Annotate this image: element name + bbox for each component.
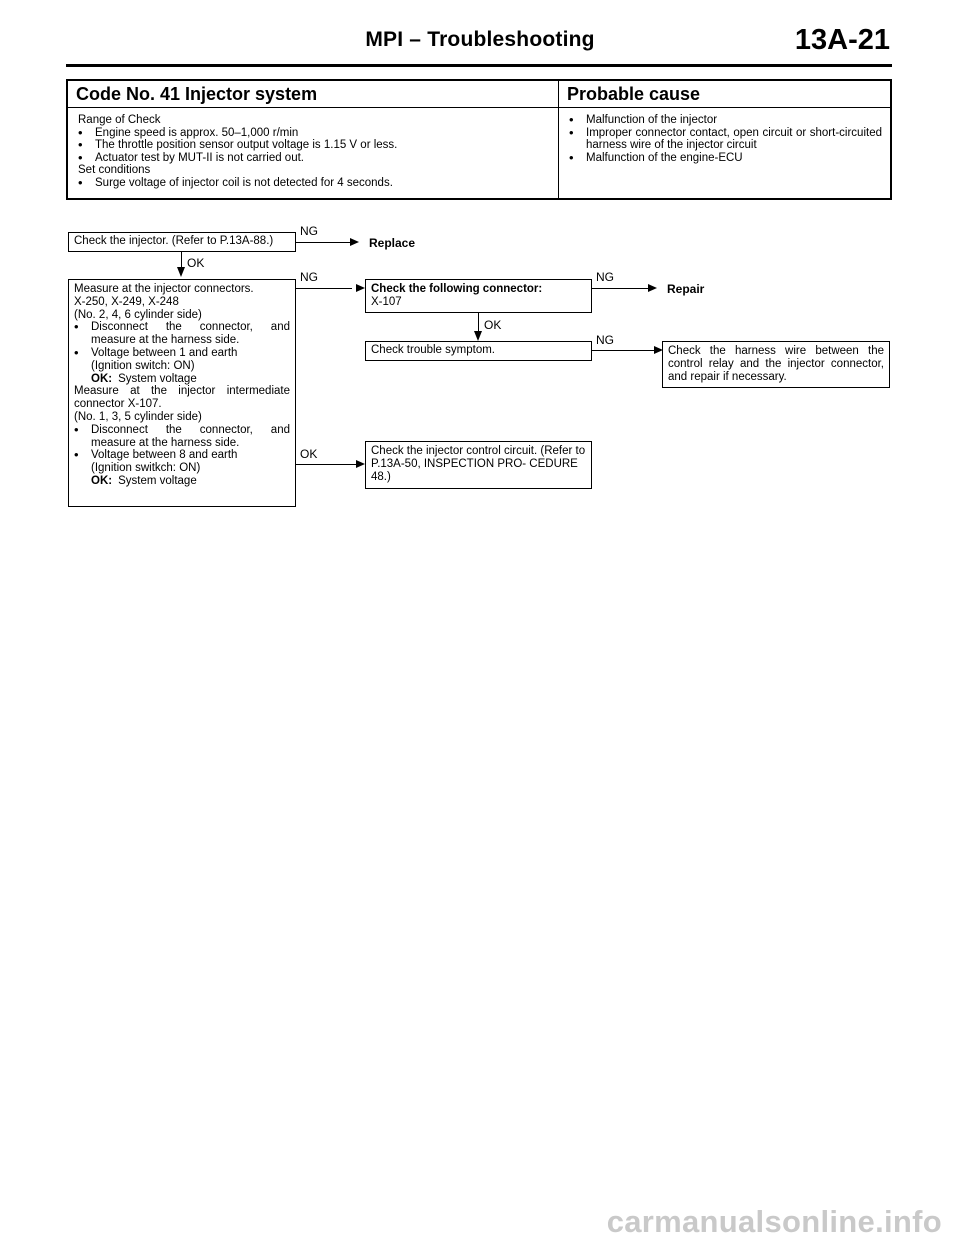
set-item: • Surge voltage of injector coil is not detected for 4 seconds. <box>78 177 550 190</box>
measure-step: • Voltage between 8 and earth <box>74 449 290 462</box>
ok-connector <box>296 464 356 465</box>
arrow-down-icon <box>474 331 482 341</box>
ok-label: OK <box>300 447 318 461</box>
measure-step: • Voltage between 1 and earth <box>74 347 290 360</box>
arrow-right-icon <box>648 284 657 292</box>
measure-step: • Disconnect the connector, and measure at the harness side. <box>74 321 290 347</box>
range-item: • The throttle position sensor output voltage is 1.15 V or less. <box>78 139 550 152</box>
check-connector-box <box>365 279 592 313</box>
ng-connector <box>592 350 654 351</box>
ok-label: OK <box>484 318 502 332</box>
cylinder-side: (No. 1, 3, 5 cylinder side) <box>74 410 202 423</box>
ng-connector <box>296 288 352 289</box>
measure-line: Measure at the injector intermediate connector X-107. <box>74 385 290 411</box>
measure-line: Measure at the injector connectors. <box>74 283 254 295</box>
range-item: • Engine speed is approx. 50–1,000 r/min <box>78 127 550 140</box>
check-symptom-box: Check trouble symptom. <box>365 341 592 361</box>
page-title: MPI – Troubleshooting <box>365 28 595 51</box>
replace-action: Replace <box>369 236 416 250</box>
ng-connector <box>592 288 648 289</box>
measure-step: • Disconnect the connector, and measure at the harness side. <box>74 424 290 450</box>
cause-header: Probable cause <box>559 81 890 108</box>
ok-label: OK <box>187 256 205 270</box>
cause-item: • Improper connector contact, open circuit or short-circuited harness wire of the injector circuit <box>569 127 882 152</box>
condition: (Ignition switch: ON) <box>91 359 195 372</box>
cause-item: • Malfunction of the engine-ECU <box>569 152 882 165</box>
ng-label: NG <box>596 270 614 284</box>
cause-list <box>559 108 890 164</box>
check-injector-box: Check the injector. (Refer to P.13A-88.) <box>68 232 296 252</box>
range-of-check <box>68 108 558 189</box>
check-harness-box: Check the harness wire between the control relay and the injector connector, and repair if necessary. <box>662 341 890 388</box>
ok-criteria-label: OK: <box>91 474 113 487</box>
measure-box <box>68 279 296 507</box>
repair-action: Repair <box>667 282 705 296</box>
arrow-right-icon <box>356 460 365 468</box>
code-table <box>66 79 892 200</box>
arrow-right-icon <box>356 284 365 292</box>
set-title: Set conditions <box>78 164 151 176</box>
check-connector-id: X-107 <box>371 295 402 308</box>
range-item: • Actuator test by MUT-II is not carried out. <box>78 152 550 165</box>
condition: (Ignition switkch: ON) <box>91 462 201 475</box>
ng-label: NG <box>300 270 318 284</box>
ok-criteria <box>74 373 290 386</box>
ok-criteria-label: OK: <box>91 372 113 385</box>
ok-connector <box>478 313 479 333</box>
connector-ids: X-250, X-249, X-248 <box>74 295 179 308</box>
ok-criteria-value: System voltage <box>118 474 197 487</box>
arrow-right-icon <box>350 238 359 246</box>
header-rule <box>66 64 892 67</box>
cylinder-side: (No. 2, 4, 6 cylinder side) <box>74 308 202 321</box>
ng-label: NG <box>300 224 318 238</box>
ng-connector <box>296 242 352 243</box>
page-code: 13A-21 <box>794 24 890 56</box>
ok-criteria <box>74 475 290 488</box>
ok-criteria-value: System voltage <box>118 372 197 385</box>
arrow-down-icon <box>177 267 185 277</box>
code-header: Code No. 41 Injector system <box>68 81 558 108</box>
check-control-circuit-box: Check the injector control circuit. (Refer to P.13A-50, INSPECTION PRO- CEDURE 48.) <box>365 441 592 489</box>
cause-item: • Malfunction of the injector <box>569 114 882 127</box>
range-title: Range of Check <box>78 114 161 126</box>
check-connector-title: Check the following connector: <box>371 283 543 295</box>
ng-label: NG <box>596 333 614 347</box>
cause-column <box>559 81 890 198</box>
watermark: carmanualsonline.info <box>606 1204 942 1239</box>
code-column <box>68 81 559 198</box>
